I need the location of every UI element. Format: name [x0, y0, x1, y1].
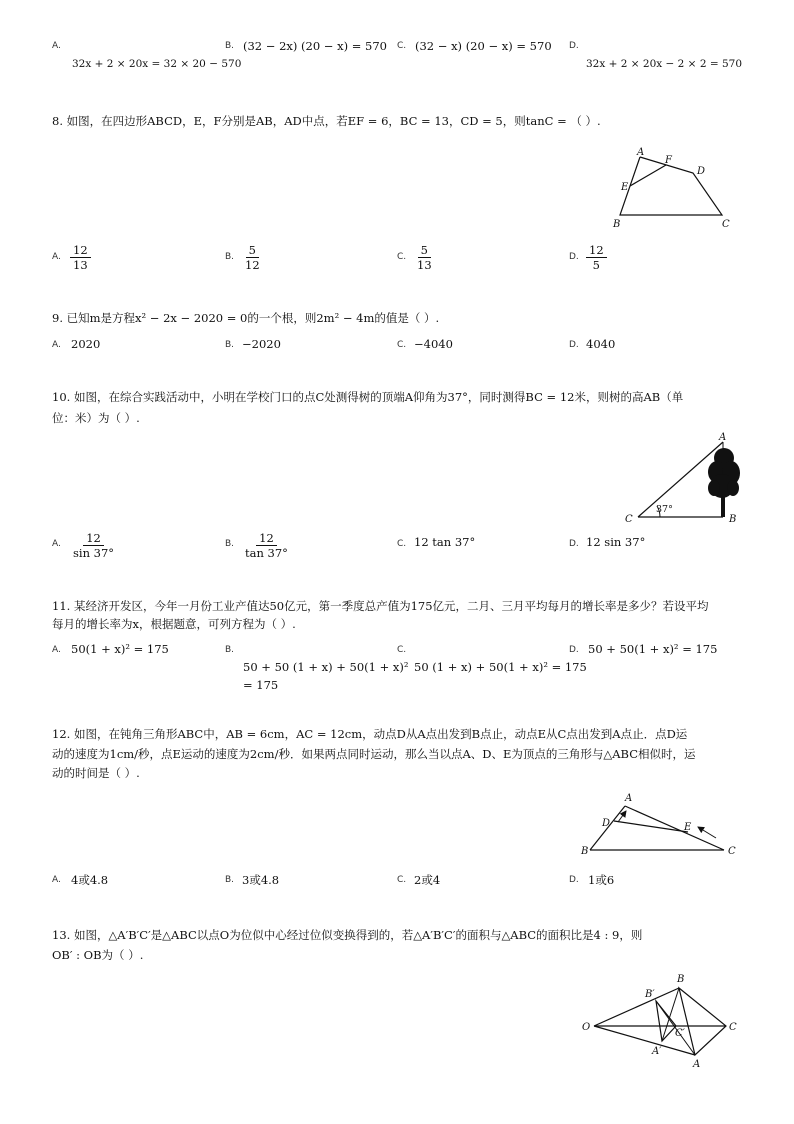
q10-option-c-label: C. [397, 539, 407, 549]
q8-label-e: E [621, 182, 629, 193]
q12-option-b-label: B. [225, 875, 235, 885]
q10-stem-line2: 位：米）为（ ）. [52, 411, 140, 425]
q11-option-b-line1: 50 + 50 (1 + x) + 50(1 + x)² [243, 660, 409, 674]
q10-label-a: A [719, 432, 727, 443]
q7-option-c-text: (32 − x) (20 − x) = 570 [415, 39, 552, 53]
q10-option-a-num: 12 [83, 531, 104, 546]
q8-label-b: B [613, 219, 621, 230]
q8-option-d-num: 12 [586, 243, 607, 258]
q11-option-a-text: 50(1 + x)² = 175 [71, 642, 169, 656]
q10-stem-line1: 10. 如图，在综合实践活动中，小明在学校门口的点C处测得树的顶端A仰角为37°，同时测得BC = 12米，则树的高AB（单 [52, 390, 684, 404]
q7-option-a-label: A. [52, 41, 61, 51]
q12-option-a-text: 4或4.8 [71, 873, 109, 887]
q10-option-a-label: A. [52, 539, 61, 549]
q13-homothety-figure [576, 968, 746, 1073]
q8-option-c-num: 5 [418, 243, 431, 258]
q13-label-a: A [693, 1059, 701, 1070]
q8-option-c [414, 243, 435, 272]
q7-option-b-label: B. [225, 41, 235, 51]
q7-option-d-label: D. [569, 41, 579, 51]
q8-stem: 8. 如图，在四边形ABCD，E，F分别是AB，AD中点，若EF = 6，BC = 13，CD = 5，则tanC = （ ）. [52, 114, 601, 128]
q11-stem-line2: 每月的增长率为x，根据题意，可列方程为（ ）. [52, 617, 296, 631]
q10-option-b-label: B. [225, 539, 235, 549]
q8-label-d: D [697, 166, 706, 177]
tree-icon [708, 448, 740, 517]
q7-option-b-text: (32 − 2x) (20 − x) = 570 [243, 39, 387, 53]
q11-option-b-label: B. [225, 645, 235, 655]
q12-option-c-label: C. [397, 875, 407, 885]
q8-label-f: F [665, 155, 672, 166]
q9-option-b-label: B. [225, 340, 235, 350]
q8-option-c-den: 13 [417, 258, 432, 272]
q11-option-b-line2: = 175 [243, 678, 279, 692]
q10-option-d-label: D. [569, 539, 579, 549]
q10-angle-label: 37° [656, 504, 673, 515]
q10-option-a [70, 531, 117, 560]
q12-option-b-text: 3或4.8 [242, 873, 280, 887]
q9-option-c-label: C. [397, 340, 407, 350]
q9-option-b-text: −2020 [242, 337, 281, 351]
q8-option-a-den: 13 [73, 258, 88, 272]
q11-option-d-label: D. [569, 645, 579, 655]
q13-label-a-prime: A′ [652, 1046, 662, 1057]
q12-stem-line2: 动的速度为1cm/秒，点E运动的速度为2cm/秒．如果两点同时运动，那么当以点A、D、E为顶点的三角形与△ABC相似时，运 [52, 747, 696, 761]
q12-label-d: D [602, 818, 611, 829]
q10-option-c-text: 12 tan 37° [414, 535, 476, 549]
q11-option-c-label: C. [397, 645, 407, 655]
q10-label-c: C [625, 514, 633, 525]
q8-quadrilateral-figure [605, 145, 740, 235]
q10-option-b-den: tan 37° [245, 546, 288, 560]
q12-label-a: A [625, 793, 633, 804]
q12-label-c: C [728, 846, 736, 857]
q11-option-d-text: 50 + 50(1 + x)² = 175 [588, 642, 718, 656]
q13-label-o: O [582, 1022, 591, 1033]
q13-label-c: C [729, 1022, 737, 1033]
q9-option-a-text: 2020 [71, 337, 101, 351]
q8-option-a-label: A. [52, 252, 61, 262]
q10-option-b-num: 12 [256, 531, 277, 546]
q12-option-c-text: 2或4 [414, 873, 441, 887]
q8-option-a-num: 12 [70, 243, 91, 258]
q7-option-a-text: 32x + 2 × 20x = 32 × 20 − 570 [72, 58, 242, 70]
q9-option-c-text: −4040 [414, 337, 453, 351]
q7-option-c-label: C. [397, 41, 407, 51]
q7-option-d-text: 32x + 2 × 20x − 2 × 2 = 570 [586, 58, 743, 70]
q12-stem-line3: 动的时间是（ ）. [52, 766, 140, 780]
q9-stem: 9. 已知m是方程x² − 2x − 2020 = 0的一个根，则2m² − 4m的值是（ ）. [52, 311, 440, 325]
q11-option-a-label: A. [52, 645, 61, 655]
q12-stem-line1: 12. 如图，在钝角三角形ABC中，AB = 6cm，AC = 12cm，动点D从A点出发到B点止，动点E从C点出发到A点止．点D运 [52, 727, 688, 741]
q8-option-d-label: D. [569, 252, 579, 262]
q13-label-b: B [677, 974, 685, 985]
q12-label-e: E [684, 822, 692, 833]
q12-option-d-label: D. [569, 875, 579, 885]
q8-label-c: C [722, 219, 730, 230]
q8-option-d [586, 243, 607, 272]
q9-option-d-label: D. [569, 340, 579, 350]
q13-label-c-prime: C′ [675, 1028, 685, 1039]
q10-tree-figure [618, 428, 748, 528]
q12-option-a-label: A. [52, 875, 61, 885]
q10-option-a-den: sin 37° [73, 546, 115, 560]
q10-option-b [242, 531, 291, 560]
q8-option-a [70, 243, 91, 272]
q8-label-a: A [637, 147, 645, 158]
q8-option-b [242, 243, 263, 272]
q12-label-b: B [581, 846, 589, 857]
q8-option-b-num: 5 [246, 243, 259, 258]
q10-option-d-text: 12 sin 37° [586, 535, 646, 549]
q8-option-b-label: B. [225, 252, 235, 262]
q11-stem-line1: 11. 某经济开发区，今年一月份工业产值达50亿元，第一季度总产值为175亿元，二月、三月平均每月的增长率是多少？若设平均 [52, 599, 709, 613]
q8-option-c-label: C. [397, 252, 407, 262]
q9-option-a-label: A. [52, 340, 61, 350]
q8-option-b-den: 12 [245, 258, 260, 272]
q12-option-d-text: 1或6 [588, 873, 615, 887]
q12-triangle-figure [578, 790, 748, 860]
q9-option-d-text: 4040 [586, 337, 616, 351]
q11-option-c-text: 50 (1 + x) + 50(1 + x)² = 175 [414, 660, 587, 674]
q13-stem-line1: 13. 如图，△A′B′C′是△ABC以点O为位似中心经过位似变换得到的，若△A′B′C′的面积与△ABC的面积比是4 : 9，则 [52, 928, 643, 942]
q8-option-d-den: 5 [592, 258, 600, 272]
q13-stem-line2: OB′ : OB为（ ）. [52, 948, 144, 962]
q13-label-b-prime: B′ [645, 989, 655, 1000]
q10-label-b: B [729, 514, 737, 525]
